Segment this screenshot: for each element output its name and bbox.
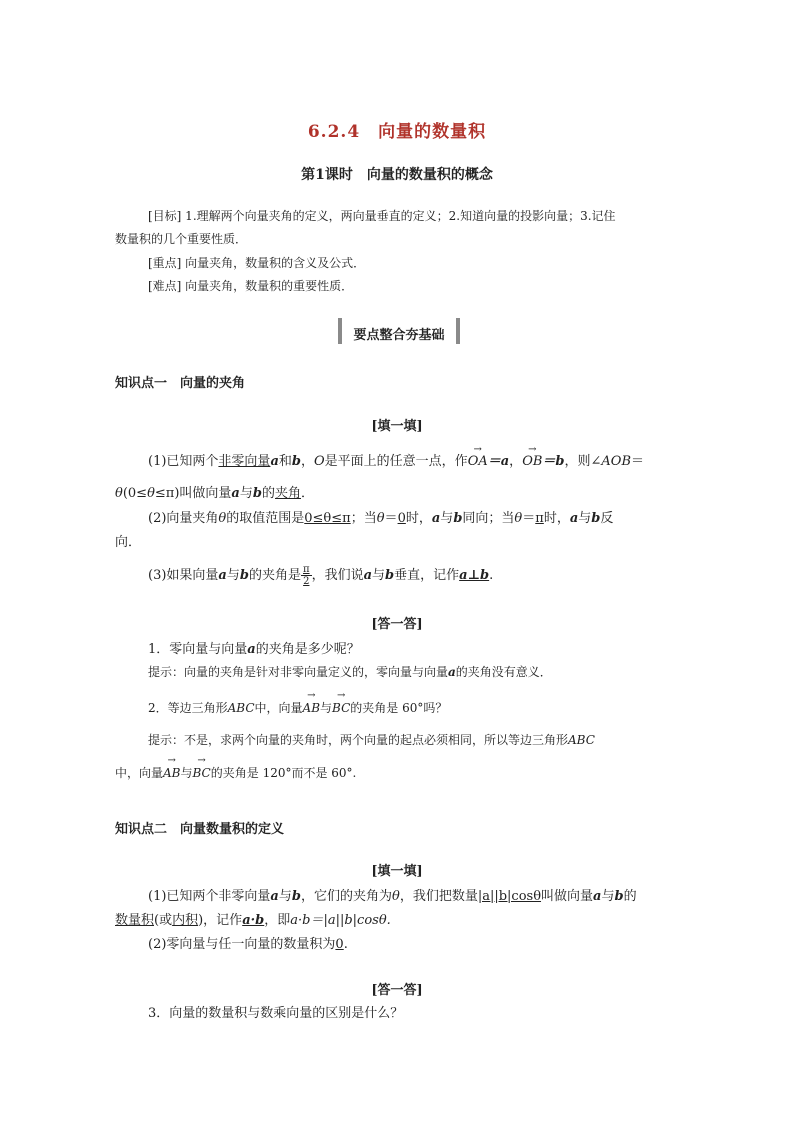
question-3: 3．向量的数量积与数乘向量的区别是什么？ bbox=[148, 1006, 404, 1021]
page-title: 6.2.4 向量的数量积 bbox=[307, 122, 487, 142]
s1-paragraph-2-line-1: (2)向量夹角θ的取值范围是0≤θ≤π；当θ＝0时，a与b同向；当θ＝π时，a与b反 bbox=[148, 511, 614, 526]
s1-paragraph-2-line-2: 向． bbox=[115, 535, 142, 550]
goal-line-2: 数量积的几个重要性质． bbox=[115, 232, 248, 246]
qa-heading-1: [答一答] bbox=[371, 617, 423, 632]
question-1: 1．零向量与向量a的夹角是多少呢？ bbox=[148, 642, 360, 657]
s1-paragraph-1-line-1: (1)已知两个非零向量a和b，O是平面上的任意一点，作→ OA＝a，→ OB＝b，则∠AOB＝ bbox=[148, 451, 644, 473]
fill-in-heading-2: [填一填] bbox=[371, 864, 423, 879]
question-2: 2．等边三角形ABC中，向量→ AB与→ BC的夹角是 60°吗？ bbox=[148, 698, 447, 718]
goal-line-1: [目标] 1.理解两个向量夹角的定义，两向量垂直的定义；2.知道向量的投影向量；3.记住 bbox=[148, 209, 616, 223]
knowledge-point-2-heading: 知识点二 向量数量积的定义 bbox=[115, 822, 285, 837]
s2-paragraph-1-line-2: 数量积(或内积)，记作a·b，即a·b＝|a||b|cosθ. bbox=[115, 913, 391, 928]
knowledge-point-1-heading: 知识点一 向量的夹角 bbox=[115, 376, 246, 391]
hint-2-line-1: 提示：不是，求两个向量的夹角时，两个向量的起点必须相同，所以等边三角形ABC bbox=[148, 733, 595, 747]
s2-paragraph-1-line-1: (1)已知两个非零向量a与b，它们的夹角为θ，我们把数量|a||b|cosθ叫做向量a与b的 bbox=[148, 889, 637, 904]
pi-over-2-fraction: $\frac{\pi}{2}$ bbox=[302, 564, 310, 587]
hint-1: 提示：向量的夹角是针对非零向量定义的，零向量与向量a的夹角没有意义． bbox=[148, 665, 552, 679]
difficulties: [难点] 向量夹角，数量积的重要性质． bbox=[148, 279, 354, 293]
section-banner bbox=[338, 318, 460, 344]
hint-2-line-2: 中，向量→ AB与→ BC的夹角是 120°而不是 60°. bbox=[115, 763, 356, 783]
banner-right-bar bbox=[456, 318, 460, 344]
fill-in-heading-1: [填一填] bbox=[371, 419, 423, 434]
lesson-subtitle: 第1课时 向量的数量积的概念 bbox=[301, 167, 493, 183]
banner-label: 要点整合夯基础 bbox=[353, 328, 445, 343]
key-points: [重点] 向量夹角，数量积的含义及公式． bbox=[148, 256, 366, 270]
qa-heading-2: [答一答] bbox=[371, 983, 423, 998]
s1-paragraph-1-line-2: θ(0≤θ≤π)叫做向量a与b的夹角． bbox=[115, 486, 315, 501]
s1-paragraph-3: (3)如果向量a与b的夹角是 $\frac{\pi}{2}$，我们说a与b垂直，记作a⊥b. bbox=[148, 564, 494, 587]
s2-paragraph-2: (2)零向量与任一向量的数量积为0. bbox=[148, 937, 348, 952]
